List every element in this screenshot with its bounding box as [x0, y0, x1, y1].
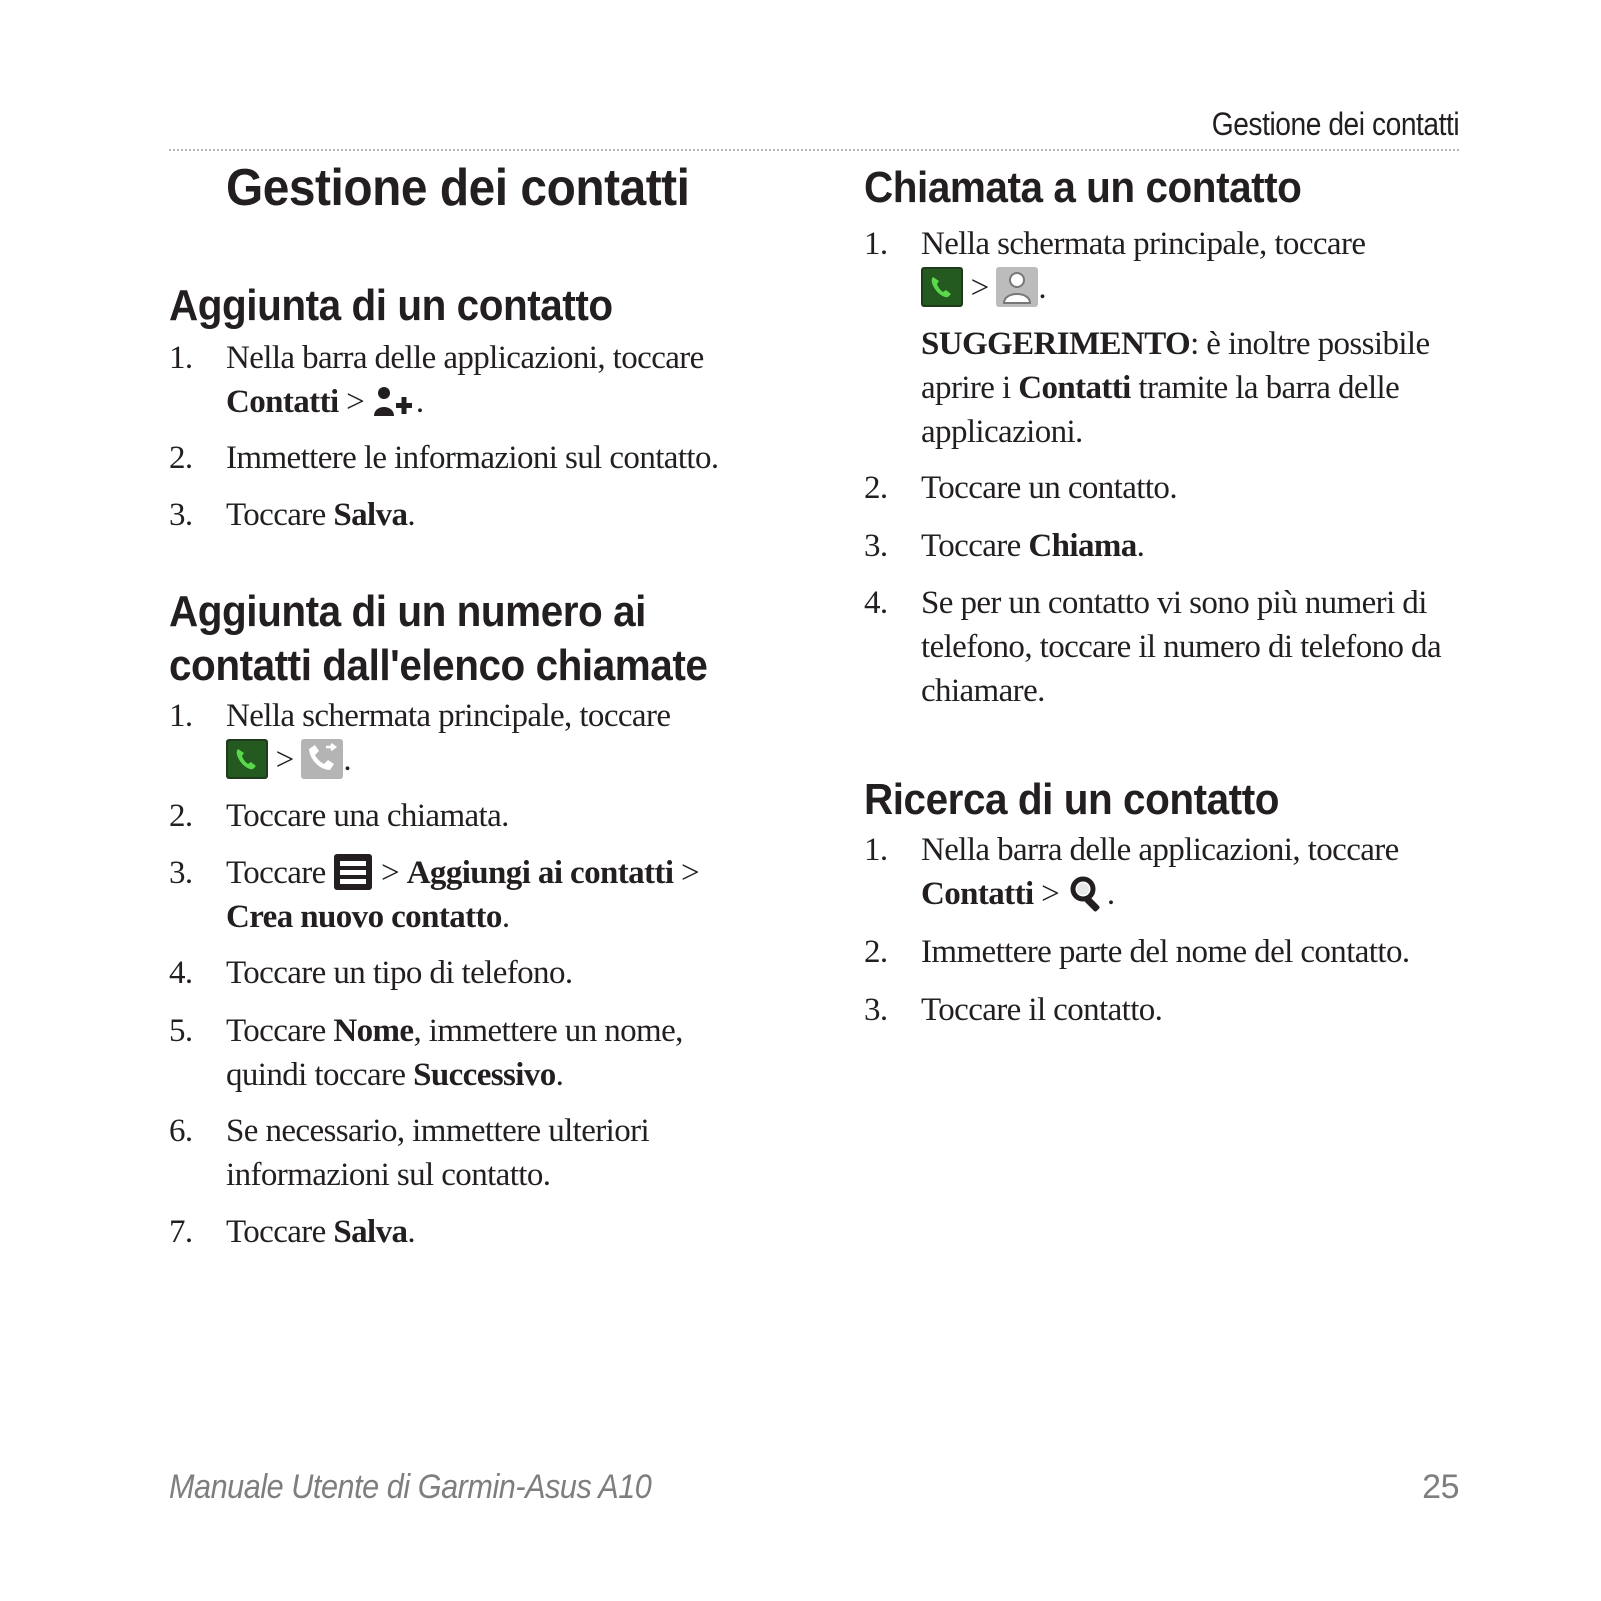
add-contact-step-1 — [169, 336, 809, 424]
add-contact-icon — [372, 384, 416, 418]
create-new-contact-label: Crea nuovo contatto — [226, 899, 502, 935]
step-number: 1. — [169, 698, 193, 734]
step-text: Nella barra delle applicazioni, toccare — [921, 832, 1399, 868]
step-text: Immettere parte del nome del contatto. — [921, 934, 1410, 970]
save-label: Salva — [333, 1214, 408, 1250]
step-text-line-2: informazioni sul contatto. — [226, 1157, 551, 1193]
step-number: 4. — [169, 955, 193, 991]
separator: > — [963, 270, 997, 306]
step-text: Toccare > Aggiungi ai contatti > — [226, 855, 700, 891]
tip-line-3: applicazioni. — [921, 414, 1083, 450]
search-contact-step-3 — [864, 988, 1504, 1032]
tip-line-1: SUGGERIMENTO: è inoltre possibile — [921, 326, 1430, 362]
running-head: Gestione dei contatti — [1211, 106, 1459, 142]
period: . — [343, 742, 351, 778]
step-number: 1. — [864, 832, 888, 868]
period: . — [1038, 270, 1046, 306]
menu-icon — [333, 853, 373, 891]
separator: > — [268, 742, 302, 778]
section-title-call-contact: Chiamata a un contatto — [864, 163, 1302, 212]
step-text: Toccare una chiamata. — [226, 798, 509, 834]
step-text: Se per un contatto vi sono più numeri di — [921, 585, 1427, 621]
add-contact-step-3 — [169, 493, 809, 537]
step-text: Nella barra delle applicazioni, toccare — [226, 340, 704, 376]
contacts-label: Contatti — [226, 384, 339, 420]
add-contact-step-2 — [169, 436, 809, 480]
name-label: Nome — [333, 1013, 414, 1049]
add-from-calls-step-6 — [169, 1109, 809, 1197]
add-from-calls-step-5 — [169, 1009, 809, 1097]
step-number: 5. — [169, 1013, 193, 1049]
header-rule — [169, 149, 1459, 151]
step-text-line-2: Crea nuovo contatto. — [226, 899, 510, 935]
add-from-calls-step-4 — [169, 951, 809, 995]
period: . — [1106, 876, 1115, 912]
phone-icon — [921, 267, 963, 307]
step-text-line-2 — [921, 266, 1504, 310]
step-number: 3. — [169, 497, 193, 533]
section-title-add-contact: Aggiunta di un contatto — [169, 281, 613, 330]
step-text: Toccare Salva. — [226, 1214, 416, 1250]
step-text-line-2 — [921, 872, 1504, 916]
step-text: Toccare il contatto. — [921, 992, 1163, 1028]
step-number: 4. — [864, 585, 888, 621]
step-number: 3. — [864, 528, 888, 564]
contacts-label: Contatti — [1018, 370, 1131, 406]
next-label: Successivo — [413, 1057, 556, 1093]
add-from-calls-step-2 — [169, 794, 809, 838]
separator: > — [373, 855, 407, 891]
call-label: Chiama — [1028, 528, 1137, 564]
add-from-calls-step-1 — [169, 694, 809, 782]
contacts-label: Contatti — [921, 876, 1034, 912]
step-text: Toccare Salva. — [226, 497, 416, 533]
footer-page-number: 25 — [1422, 1468, 1459, 1506]
step-text-line-3: chiamare. — [921, 673, 1045, 709]
step-number: 2. — [169, 798, 193, 834]
step-text-line-2 — [226, 738, 809, 782]
step-text-line-2 — [226, 380, 809, 424]
search-contact-step-2 — [864, 930, 1504, 974]
add-to-contacts-label: Aggiungi ai contatti — [406, 855, 674, 891]
step-number: 1. — [169, 340, 193, 376]
step-text: Toccare un tipo di telefono. — [226, 955, 573, 991]
step-text: Nella schermata principale, toccare — [226, 698, 671, 734]
step-text: Toccare un contatto. — [921, 470, 1177, 506]
call-contact-step-1 — [864, 222, 1504, 310]
step-number: 6. — [169, 1113, 193, 1149]
step-number: 3. — [864, 992, 888, 1028]
add-from-calls-step-7 — [169, 1210, 809, 1254]
step-text: Toccare Chiama. — [921, 528, 1145, 564]
call-contact-step-3 — [864, 524, 1504, 568]
step-text-line-2: quindi toccare Successivo. — [226, 1057, 564, 1093]
call-contact-step-2 — [864, 466, 1504, 510]
save-label: Salva — [333, 497, 408, 533]
section-title-search-contact: Ricerca di un contatto — [864, 775, 1279, 824]
contacts-icon — [996, 267, 1038, 307]
step-number: 2. — [864, 934, 888, 970]
step-number: 7. — [169, 1214, 193, 1250]
step-text: Toccare Nome, immettere un nome, — [226, 1013, 683, 1049]
add-from-calls-step-3 — [169, 851, 809, 939]
separator: > — [673, 855, 700, 891]
step-number: 2. — [864, 470, 888, 506]
section-title-add-from-calls-line-2: contatti dall'elenco chiamate — [169, 641, 708, 690]
separator: > — [338, 384, 372, 420]
step-number: 2. — [169, 440, 193, 476]
step-text: Nella schermata principale, toccare — [921, 226, 1366, 262]
period: . — [415, 384, 424, 420]
tip-line-2: aprire i Contatti tramite la barra delle — [921, 370, 1400, 406]
call-contact-step-4 — [864, 581, 1504, 713]
tip-label: SUGGERIMENTO — [921, 326, 1191, 362]
phone-icon — [226, 739, 268, 779]
search-icon — [1067, 874, 1107, 912]
step-number: 1. — [864, 226, 888, 262]
search-contact-step-1 — [864, 828, 1504, 916]
page-title: Gestione dei contatti — [226, 159, 690, 217]
separator: > — [1033, 876, 1067, 912]
step-text: Se necessario, immettere ulteriori — [226, 1113, 650, 1149]
step-number: 3. — [169, 855, 193, 891]
section-title-add-from-calls: Aggiunta di un numero ai — [169, 587, 646, 636]
tip-note — [921, 322, 1430, 454]
footer-manual-title: Manuale Utente di Garmin-Asus A10 — [169, 1468, 652, 1506]
step-text-line-2: telefono, toccare il numero di telefono da — [921, 629, 1441, 665]
step-text: Immettere le informazioni sul contatto. — [226, 440, 719, 476]
call-log-icon — [301, 739, 343, 779]
